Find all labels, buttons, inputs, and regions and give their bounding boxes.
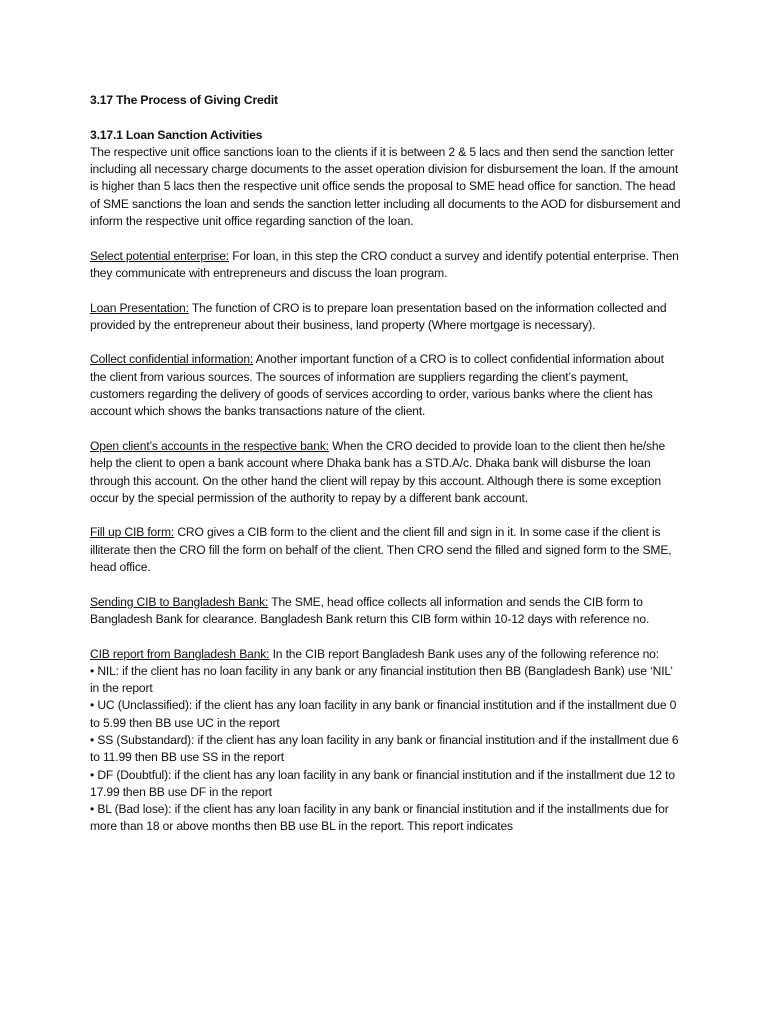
reference-list [90, 663, 682, 836]
step-paragraph [90, 438, 682, 507]
list-item [90, 663, 682, 698]
cib-report-paragraph [90, 646, 682, 663]
step-lead: Open client’s accounts in the respective bank: [90, 438, 329, 453]
step-paragraph [90, 594, 682, 629]
list-item [90, 801, 682, 836]
step-paragraph [90, 248, 682, 283]
list-item-text: NIL: if the client has no loan facility in any bank or any financial institution then BB (Bangladesh Bank) use ‘NIL’ in the report [90, 663, 673, 696]
subsection-title: 3.17.1 Loan Sanction Activities [90, 127, 263, 142]
step-lead: Loan Presentation: [90, 300, 189, 315]
document-page [90, 92, 682, 836]
bullet-icon: • [90, 698, 95, 713]
step-lead: Fill up CIB form: [90, 525, 175, 540]
step-lead: Select potential enterprise: [90, 248, 229, 263]
step-lead: Sending CIB to Bangladesh Bank: [90, 594, 269, 609]
list-item-text: SS (Substandard): if the client has any loan facility in any bank or financial institution and if the installment due 6 to 11.99 then BB use SS in the report [90, 732, 679, 765]
step-text: For loan, in this step the CRO conduct a survey and identify potential enterprise. Then they communicate with entrepreneurs and discuss the loan program. [90, 248, 679, 280]
step-text: The function of CRO is to prepare loan presentation based on the information collected and provided by the entrepreneur about their business, land property (Where mortgage is necessary). [90, 300, 667, 332]
bullet-icon: • [90, 802, 95, 817]
step-paragraph [90, 300, 682, 335]
step-paragraph [90, 524, 682, 576]
step-paragraph [90, 351, 682, 420]
section-title: 3.17 The Process of Giving Credit [90, 93, 278, 107]
step-text: Another important function of a CRO is to collect confidential information about the client from various sources. The sources of information are suppliers regarding the client’s payment, customers regarding the delivery of goods of services according to order, various banks where the client has account which shows the banks transactions nature of the client. [90, 352, 664, 419]
step-text: When the CRO decided to provide loan to the client then he/she help the client to open a bank account where Dhaka bank has a STD.A/c. Dhaka bank will disburse the loan through this account. On the other hand the client will repay by this account. Although there is some exception occur by the special permission of the authority to repay by a different bank account. [90, 438, 666, 505]
bullet-icon: • [90, 732, 95, 747]
list-item [90, 697, 682, 732]
list-item-text: UC (Unclassified): if the client has any loan facility in any bank or financial institution and if the installment due 0 to 5.99 then BB use UC in the report [90, 698, 677, 730]
cib-report-lead: CIB report from Bangladesh Bank: [90, 646, 270, 661]
intro-paragraph: The respective unit office sanctions loan to the clients if it is between 2 & 5 lacs and then send the sanction letter including all necessary charge documents to the asset operation division for disbursement the loan. If the amount is higher than 5 lacs then the respective unit office sends the proposal to SME head office for sanction. The head of SME sanctions the loan and sends the sanction letter including all documents to the AOD for disbursement and inform the respective unit office regarding sanction of the loan. [90, 144, 681, 229]
cib-report-text: In the CIB report Bangladesh Bank uses any of the following reference no: [269, 646, 659, 661]
list-item [90, 767, 682, 802]
list-item-text: BL (Bad lose): if the client has any loan facility in any bank or financial institution and if the installments due for more than 18 or above months then BB use BL in the report. This report indicates [90, 802, 669, 834]
bullet-icon: • [90, 767, 95, 782]
bullet-icon: • [90, 663, 95, 678]
list-item [90, 732, 682, 767]
step-lead: Collect confidential information: [90, 352, 254, 367]
step-text: The SME, head office collects all information and sends the CIB form to Bangladesh Bank for clearance. Bangladesh Bank return this CIB form within 10-12 days with reference no. [90, 594, 650, 626]
step-text: CRO gives a CIB form to the client and the client fill and sign in it. In some case if the client is illiterate then the CRO fill the form on behalf of the client. Then CRO send the filled and signed form to the SME, head office. [90, 525, 672, 575]
list-item-text: DF (Doubtful): if the client has any loan facility in any bank or financial institution and if the installment due 12 to 17.99 then BB use DF in the report [90, 767, 675, 799]
